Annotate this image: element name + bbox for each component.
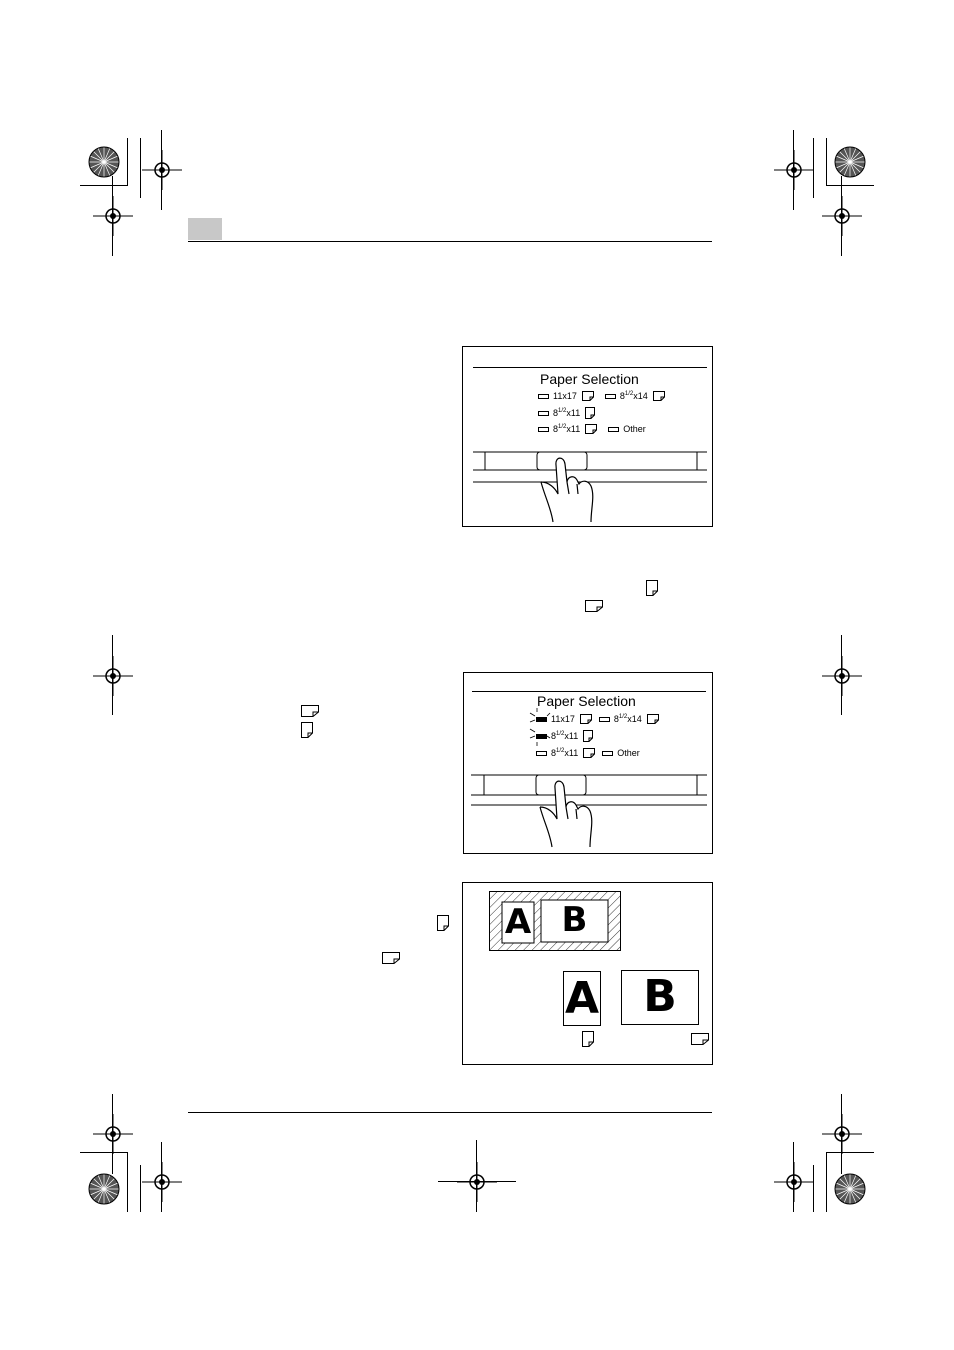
paper-selection-panel-1 (462, 346, 713, 527)
size-indicator-led (602, 751, 613, 756)
registration-mark-icon (93, 196, 133, 236)
registration-mark-icon (142, 150, 182, 190)
registration-mark-icon (774, 1162, 814, 1202)
portrait-page-icon (585, 407, 595, 419)
size-label: $8^{1/2}x11$ (553, 424, 581, 434)
portrait-page-icon (301, 722, 313, 738)
blink-rays-icon (528, 707, 554, 747)
size-indicator-led (538, 411, 549, 416)
size-indicator-led (608, 427, 619, 432)
footer-rule (188, 1112, 712, 1113)
registration-mark-icon (457, 1162, 497, 1202)
size-indicator-led (538, 427, 549, 432)
header-rule (188, 241, 712, 242)
letter-a-large: A (564, 973, 600, 1024)
landscape-page-icon (691, 1033, 709, 1045)
landscape-page-icon (647, 714, 659, 724)
panel-title: Paper Selection (540, 371, 639, 387)
registration-mark-icon (142, 1162, 182, 1202)
size-label: $8^{1/2}x11$ (553, 408, 581, 418)
landscape-page-icon (585, 600, 603, 612)
registration-mark-icon (93, 1114, 133, 1154)
registration-mark-icon (822, 196, 862, 236)
size-label: Other (617, 748, 640, 758)
size-label: $8^{1/2}x11$ (551, 731, 579, 741)
size-row-1 (536, 714, 664, 724)
size-label: $8^{1/2}x11$ (551, 748, 579, 758)
portrait-page-icon (437, 915, 449, 931)
starburst-mark-icon (833, 1172, 867, 1206)
landscape-page-icon (382, 952, 400, 964)
panel-title: Paper Selection (537, 693, 636, 709)
registration-mark-icon (822, 656, 862, 696)
chapter-tab (188, 218, 222, 240)
size-label: 11x17 (551, 714, 575, 724)
portrait-page-icon (582, 1031, 594, 1047)
size-label: $8^{1/2}x14$ (613, 714, 642, 724)
document-size-illustration (462, 882, 713, 1065)
landscape-page-icon (301, 705, 319, 717)
letter-b-small: B (561, 900, 588, 940)
registration-mark-icon (774, 150, 814, 190)
landscape-page-icon (583, 748, 595, 758)
letter-b-large: B (643, 971, 677, 1022)
size-label: Other (623, 424, 646, 434)
control-panel-drawing (464, 767, 713, 854)
landscape-page-icon (653, 391, 665, 401)
control-panel-drawing (463, 442, 713, 527)
size-indicator-led (536, 751, 547, 756)
landscape-page-icon (585, 424, 597, 434)
size-indicator-led (605, 394, 616, 399)
size-indicator-led (538, 394, 549, 399)
size-row-2 (538, 407, 600, 419)
size-indicator-led (599, 717, 610, 722)
size-label: 11x17 (553, 391, 577, 401)
portrait-page-icon (583, 730, 593, 742)
starburst-mark-icon (833, 145, 867, 179)
size-row-3 (536, 748, 640, 758)
starburst-mark-icon (87, 1172, 121, 1206)
size-label: $8^{1/2}x14$ (619, 391, 648, 401)
landscape-page-icon (580, 714, 592, 724)
paper-selection-panel-2 (463, 672, 713, 854)
starburst-mark-icon (87, 145, 121, 179)
registration-mark-icon (93, 656, 133, 696)
letter-a-small: A (504, 902, 532, 942)
portrait-page-icon (646, 580, 658, 596)
registration-mark-icon (822, 1114, 862, 1154)
size-row-3 (538, 424, 646, 434)
landscape-page-icon (582, 391, 594, 401)
size-row-1 (538, 391, 670, 401)
